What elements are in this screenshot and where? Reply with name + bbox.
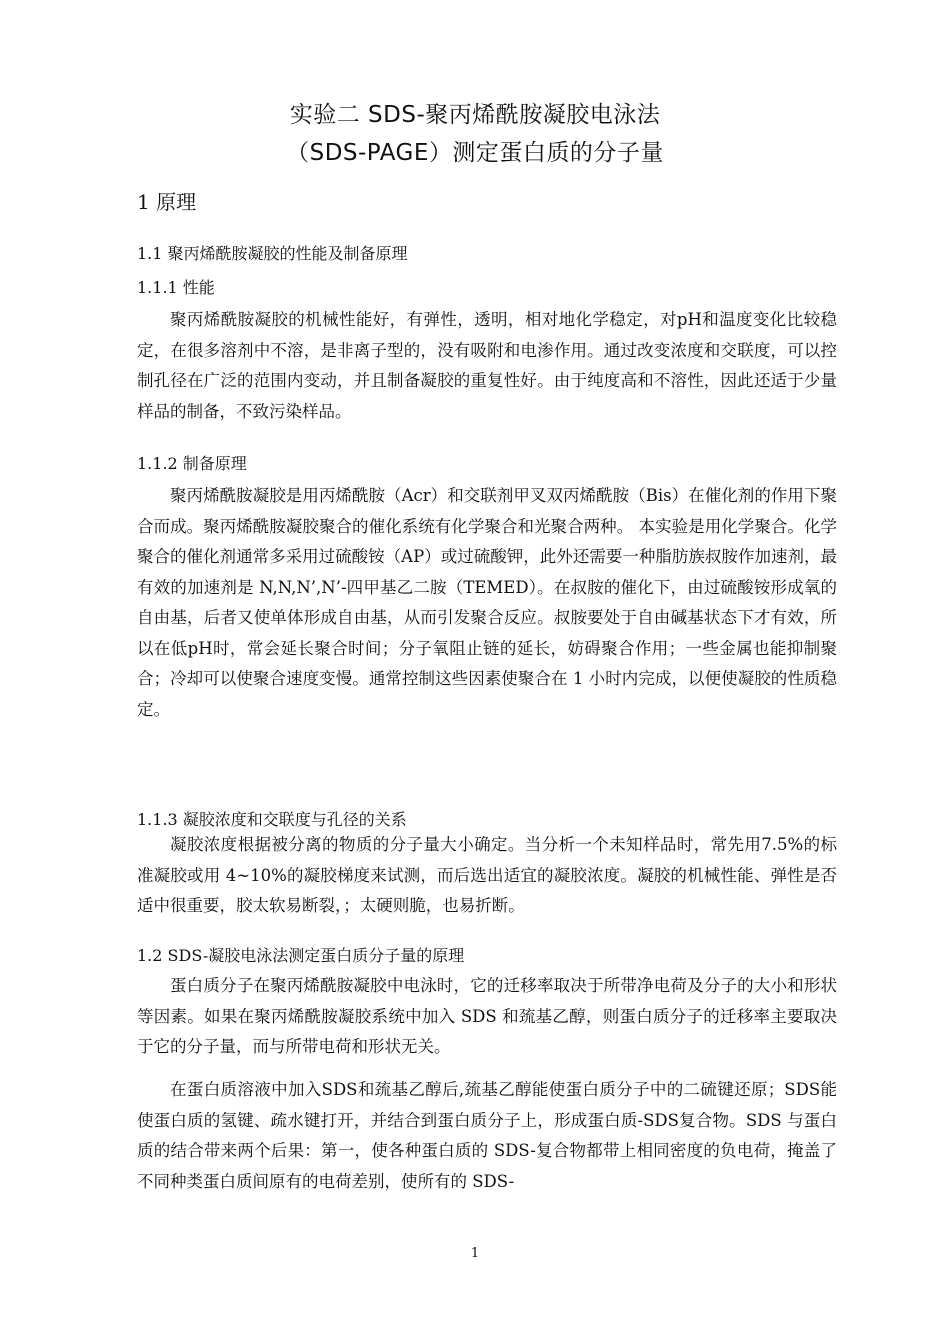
subsection-heading-1-1-2: 1.1.2 制备原理 [137,454,247,473]
paragraph-preparation-principle: 聚丙烯酰胺凝胶是用丙烯酰胺（Acr）和交联剂甲叉双丙烯酰胺（Bis）在催化剂的作用下聚合而成。聚丙烯酰胺凝胶聚合的催化系统有化学聚合和光聚合两种。 本实验是用化学聚合。化学聚合的催化剂通常多采用过硫酸铵（AP）或过硫酸钾，此外还需要一种脂肪族叔胺作加速剂，最有效的加速剂是 N,N,N’,N’-四甲基乙二胺（TEMED）。在叔胺的催化下，由过硫酸铵形成氧的自由基，后者又使单体形成自由基，从而引发聚合反应。叔胺要处于自由碱基状态下才有效，所以在低pH时，常会延长聚合时间；分子氧阻止链的延长，妨碍聚合作用；一些金属也能抑制聚合；冷却可以使聚合速度变慢。通常控制这些因素使聚合在 1 小时内完成，以便使凝胶的性质稳定。 [137,486,837,719]
document-title-line1: 实验二 SDS-聚丙烯酰胺凝胶电泳法 [289,102,661,128]
subsection-heading-1-1: 1.1 聚丙烯酰胺凝胶的性能及制备原理 [137,244,408,263]
document-title-line2: （SDS-PAGE）测定蛋白质的分子量 [286,140,664,166]
paragraph-gel-concentration: 凝胶浓度根据被分离的物质的分子量大小确定。当分析一个未知样品时，常先用7.5%的标准凝胶或用 4~10%的凝胶梯度来试测，而后选出适宜的凝胶浓度。凝胶的机械性能、弹性是否适中很重要，胶太软易断裂，；太硬则脆，也易折断。 [137,835,837,915]
page-number: 1 [470,1246,480,1261]
paragraph-properties: 聚丙烯酰胺凝胶的机械性能好，有弹性，透明，相对地化学稳定，对pH和温度变化比较稳定，在很多溶剂中不溶，是非离子型的，没有吸附和电渗作用。通过改变浓度和交联度，可以控制孔径在广泛的范围内变动，并且制备凝胶的重复性好。由于纯度高和不溶性，因此还适于少量样品的制备，不致污染样品。 [137,310,837,421]
paragraph-sds-principle-1: 蛋白质分子在聚丙烯酰胺凝胶中电泳时，它的迁移率取决于所带净电荷及分子的大小和形状等因素。如果在聚丙烯酰胺凝胶系统中加入 SDS 和巯基乙醇，则蛋白质分子的迁移率主要取决于它的分子量，而与所带电荷和形状无关。 [137,976,837,1056]
subsection-heading-1-1-3: 1.1.3 凝胶浓度和交联度与孔径的关系 [137,810,407,829]
subsection-heading-1-2: 1.2 SDS-凝胶电泳法测定蛋白质分子量的原理 [137,946,465,965]
subsection-heading-1-1-1: 1.1.1 性能 [137,278,215,297]
paragraph-sds-principle-2: 在蛋白质溶液中加入SDS和巯基乙醇后,巯基乙醇能使蛋白质分子中的二硫键还原；SDS能使蛋白质的氢键、疏水键打开，并结合到蛋白质分子上，形成蛋白质-SDS复合物。SDS 与蛋白质的结合带来两个后果：第一，使各种蛋白质的 SDS-复合物都带上相同密度的负电荷，掩盖了不同种类蛋白质间原有的电荷差别，使所有的 SDS- [137,1080,837,1191]
section-heading-principle: 1 原理 [137,190,197,214]
